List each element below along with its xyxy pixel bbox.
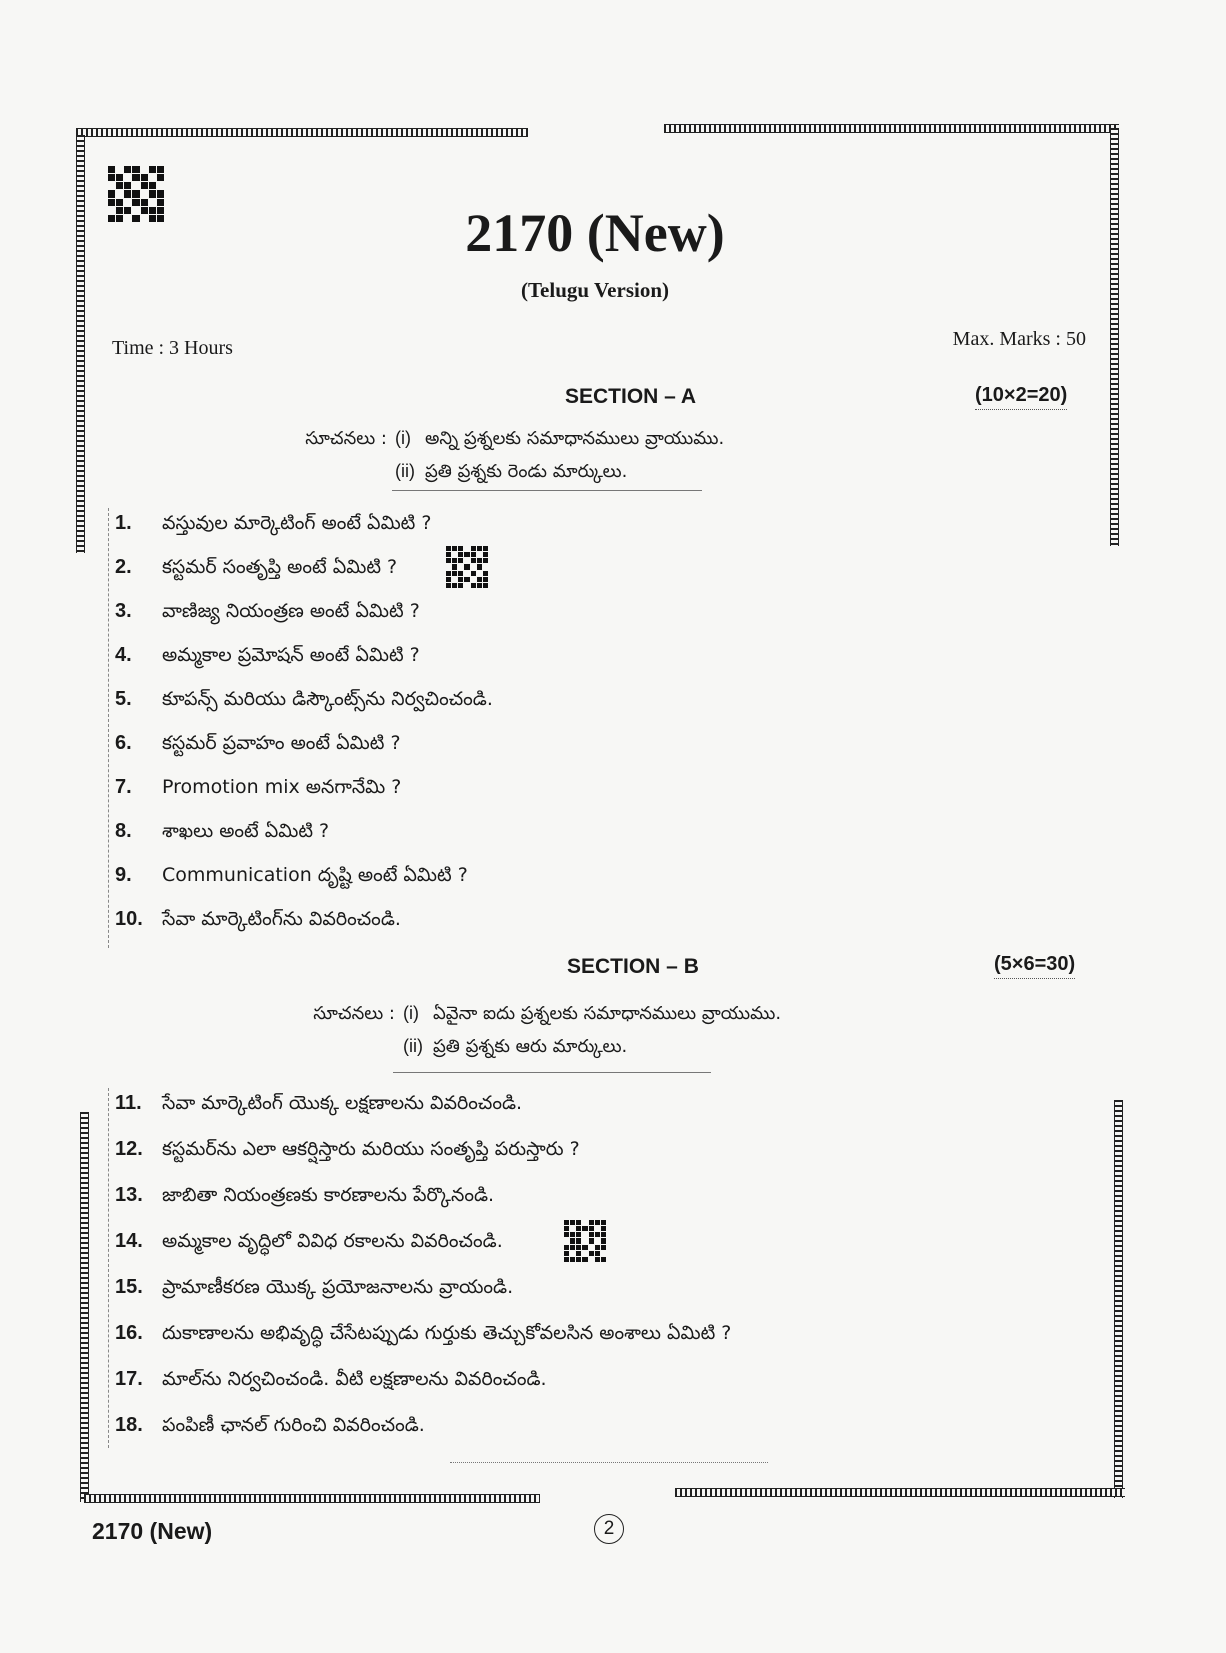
top-border-left (76, 128, 528, 137)
top-border-right (664, 124, 1119, 133)
question-item: 18. పంపిణీ ఛానల్ గురించి వివరించండి. (115, 1414, 425, 1436)
instruction-number: (ii) (395, 461, 415, 481)
question-item: 15. ప్రామాణీకరణ యొక్క ప్రయోజనాలను వ్రాయండి. (115, 1276, 514, 1298)
instruction-number: (ii) (403, 1036, 423, 1056)
question-item: 4. అమ్మకాల ప్రమోషన్ అంటే ఏమిటి ? (115, 644, 420, 666)
bottom-border-left (84, 1494, 540, 1503)
end-divider (450, 1462, 768, 1463)
instruction-text: ప్రతి ప్రశ్నకు ఆరు మార్కులు. (433, 1036, 628, 1057)
question-item: 16. దుకాణాలను అభివృద్ధి చేసేటప్పుడు గుర్తుకు తెచ్చుకోవలసిన అంశాలు ఏమిటి ? (115, 1322, 732, 1344)
instructions-label: సూచనలు : (305, 428, 387, 449)
qr-code-icon (446, 546, 488, 588)
instruction-text: ఏవైనా ఐదు ప్రశ్నలకు సమాధానములు వ్రాయుము. (433, 1003, 782, 1024)
divider (393, 1072, 711, 1073)
instruction-text: ప్రతి ప్రశ్నకు రెండు మార్కులు. (425, 461, 628, 482)
question-item: 17. మాల్‌ను నిర్వచించండి. వీటి లక్షణాలను వివరించండి. (115, 1368, 547, 1390)
max-marks-label: Max. Marks : 50 (952, 328, 1086, 350)
section-b-heading: SECTION – B (567, 955, 699, 978)
question-margin-line (108, 508, 109, 948)
section-b-instructions (275, 1003, 781, 1069)
question-item: 10. సేవా మార్కెటింగ్‌ను వివరించండి. (115, 908, 401, 930)
question-item: 13. జాబితా నియంత్రణకు కారణాలను పేర్కొనండి. (115, 1184, 495, 1206)
question-item: 5. కూపన్స్ మరియు డిస్కౌంట్స్‌ను నిర్వచించండి. (115, 688, 493, 710)
right-border-bottom (1114, 1100, 1123, 1498)
question-margin-line (108, 1088, 109, 1448)
time-label: Time : 3 Hours (112, 337, 233, 359)
instruction-text: అన్ని ప్రశ్నలకు సమాధానములు వ్రాయుము. (425, 428, 725, 449)
question-item: 6. కస్టమర్ ప్రవాహం అంటే ఏమిటి ? (115, 732, 401, 754)
instructions-label: సూచనలు : (313, 1003, 395, 1024)
question-item: 1. వస్తువుల మార్కెటింగ్ అంటే ఏమిటి ? (115, 512, 432, 534)
question-item: 9. Communication దృష్టి అంటే ఏమిటి ? (115, 864, 468, 886)
footer-paper-code: 2170 (New) (92, 1518, 213, 1544)
instruction-line (275, 1003, 781, 1036)
right-border-top (1110, 128, 1119, 546)
question-item: 7. Promotion mix అనగానేమి ? (115, 776, 402, 798)
section-a-heading: SECTION – A (565, 385, 697, 408)
bottom-border-right (675, 1488, 1125, 1497)
left-border-bottom (80, 1112, 89, 1502)
instruction-line (267, 428, 724, 461)
question-item: 11. సేవా మార్కెటింగ్ యొక్క లక్షణాలను వివరించండి. (115, 1092, 523, 1114)
instruction-number: (i) (403, 1003, 419, 1023)
instruction-number: (i) (395, 428, 411, 448)
section-b-marks: (5×6=30) (994, 953, 1075, 979)
section-a-marks: (10×2=20) (975, 384, 1067, 410)
divider (392, 490, 702, 491)
instruction-line (275, 1036, 781, 1069)
question-item: 3. వాణిజ్య నియంత్రణ అంటే ఏమిటి ? (115, 600, 420, 622)
qr-code-icon (564, 1220, 606, 1262)
question-item: 8. శాఖలు అంటే ఏమిటి ? (115, 820, 330, 842)
question-item: 14. అమ్మకాల వృద్ధిలో వివిధ రకాలను వివరించండి. (115, 1230, 503, 1252)
question-item: 2. కస్టమర్ సంతృప్తి అంటే ఏమిటి ? (115, 556, 398, 578)
page-number: 2 (594, 1514, 624, 1544)
question-item: 12. కస్టమర్‌ను ఎలా ఆకర్షిస్తారు మరియు సంతృప్తి పరుస్తారు ? (115, 1138, 580, 1160)
paper-subtitle: (Telugu Version) (520, 278, 669, 302)
section-a-instructions (267, 428, 724, 494)
left-border-top (76, 135, 85, 553)
paper-title: 2170 (New) (465, 203, 725, 263)
